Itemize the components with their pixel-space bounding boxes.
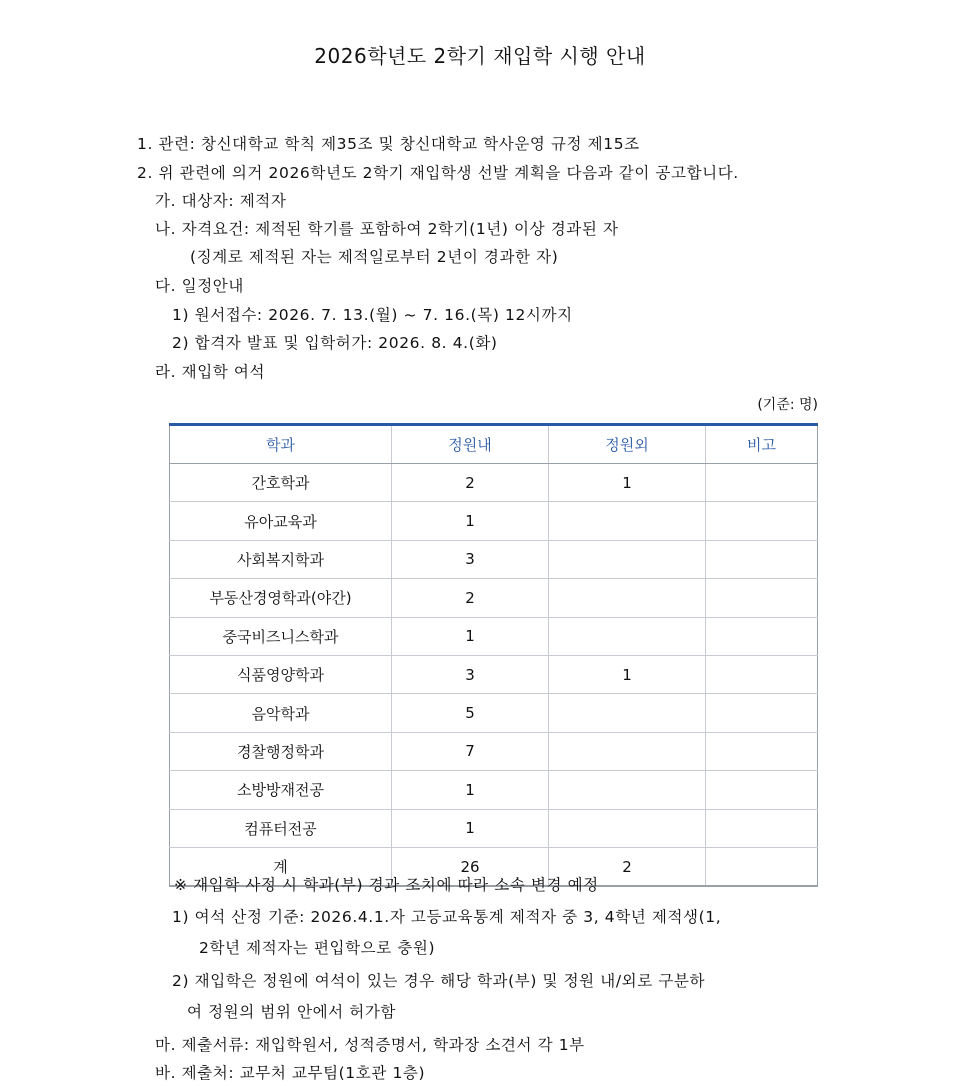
- cell-out-quota: [549, 579, 706, 617]
- cell-total-label: 계: [170, 847, 392, 886]
- note-vacancy-basis-cont: 2학년 제적자는 편입학으로 충원): [199, 939, 436, 957]
- cell-total-out-quota: 2: [549, 847, 706, 886]
- header-out-quota: 정원외: [549, 425, 706, 464]
- cell-department: 중국비즈니스학과: [170, 617, 392, 655]
- item-eligibility-note: (징계로 제적된 자는 제적일로부터 2년이 경과한 자): [190, 248, 559, 266]
- table-row: [170, 694, 818, 732]
- header-remarks: 비고: [706, 425, 818, 464]
- cell-in-quota: 1: [392, 809, 549, 847]
- cell-out-quota: [549, 540, 706, 578]
- cell-out-quota: [549, 694, 706, 732]
- cell-department: 유아교육과: [170, 502, 392, 540]
- table-row: [170, 617, 818, 655]
- cell-department: 소방방재전공: [170, 771, 392, 809]
- cell-remarks: [706, 540, 818, 578]
- table-row: [170, 732, 818, 770]
- table-row: [170, 502, 818, 540]
- cell-department: 경찰행정학과: [170, 732, 392, 770]
- unit-label: (기준: 명): [757, 397, 818, 413]
- header-in-quota: 정원내: [392, 425, 549, 464]
- cell-remarks: [706, 502, 818, 540]
- cell-remarks: [706, 809, 818, 847]
- item-related-rules: 1. 관련: 창신대학교 학칙 제35조 및 창신대학교 학사운영 규정 제15조: [137, 135, 640, 153]
- cell-remarks: [706, 464, 818, 502]
- cell-department: 간호학과: [170, 464, 392, 502]
- cell-department: 식품영양학과: [170, 655, 392, 693]
- schedule-application: 1) 원서접수: 2026. 7. 13.(월) ~ 7. 16.(목) 12시까지: [172, 306, 573, 324]
- item-target: 가. 대상자: 제적자: [155, 192, 287, 210]
- table-header-row: [170, 425, 818, 464]
- cell-total-remarks: [706, 847, 818, 886]
- cell-in-quota: 7: [392, 732, 549, 770]
- note-readmission-rule: 2) 재입학은 정원에 여석이 있는 경우 해당 학과(부) 및 정원 내/외로 구분하: [172, 972, 706, 990]
- note-readmission-rule-cont: 여 정원의 범위 안에서 허가함: [187, 1003, 396, 1021]
- cell-in-quota: 1: [392, 502, 549, 540]
- cell-in-quota: 3: [392, 655, 549, 693]
- table-row: [170, 809, 818, 847]
- cell-in-quota: 5: [392, 694, 549, 732]
- item-schedule: 다. 일정안내: [155, 277, 244, 295]
- cell-remarks: [706, 579, 818, 617]
- cell-department: 음악학과: [170, 694, 392, 732]
- cell-total-in-quota: 26: [392, 847, 549, 886]
- cell-remarks: [706, 617, 818, 655]
- cell-in-quota: 2: [392, 579, 549, 617]
- cell-out-quota: [549, 502, 706, 540]
- cell-in-quota: 1: [392, 771, 549, 809]
- cell-in-quota: 2: [392, 464, 549, 502]
- cell-remarks: [706, 655, 818, 693]
- document-title: 2026학년도 2학기 재입학 시행 안내: [314, 44, 646, 68]
- cell-out-quota: [549, 809, 706, 847]
- item-submission-office: 바. 제출처: 교무처 교무팀(1호관 1층): [155, 1064, 426, 1082]
- item-announcement: 2. 위 관련에 의거 2026학년도 2학기 재입학생 선발 계획을 다음과 같이 공고합니다.: [137, 164, 739, 182]
- cell-out-quota: [549, 617, 706, 655]
- cell-out-quota: 1: [549, 464, 706, 502]
- cell-remarks: [706, 771, 818, 809]
- cell-remarks: [706, 732, 818, 770]
- table-row: [170, 464, 818, 502]
- item-documents: 마. 제출서류: 재입학원서, 성적증명서, 학과장 소견서 각 1부: [155, 1036, 585, 1054]
- table-row: [170, 579, 818, 617]
- table-row: [170, 771, 818, 809]
- note-department-change: ※ 재입학 사정 시 학과(부) 경과 조치에 따라 소속 변경 예정: [174, 876, 599, 894]
- vacancy-table: [169, 423, 818, 887]
- cell-department: 부동산경영학과(야간): [170, 579, 392, 617]
- cell-out-quota: [549, 732, 706, 770]
- table-row: [170, 655, 818, 693]
- schedule-announcement: 2) 합격자 발표 및 입학허가: 2026. 8. 4.(화): [172, 334, 498, 352]
- item-eligibility: 나. 자격요건: 제적된 학기를 포함하여 2학기(1년) 이상 경과된 자: [155, 220, 619, 238]
- cell-in-quota: 3: [392, 540, 549, 578]
- cell-out-quota: [549, 771, 706, 809]
- cell-in-quota: 1: [392, 617, 549, 655]
- cell-department: 컴퓨터전공: [170, 809, 392, 847]
- table-row: [170, 540, 818, 578]
- item-vacancies: 라. 재입학 여석: [155, 363, 266, 381]
- cell-out-quota: 1: [549, 655, 706, 693]
- cell-department: 사회복지학과: [170, 540, 392, 578]
- header-department: 학과: [170, 425, 392, 464]
- note-vacancy-basis: 1) 여석 산정 기준: 2026.4.1.자 고등교육통계 제적자 중 3, 4학년 제적생(1,: [172, 908, 722, 926]
- cell-remarks: [706, 694, 818, 732]
